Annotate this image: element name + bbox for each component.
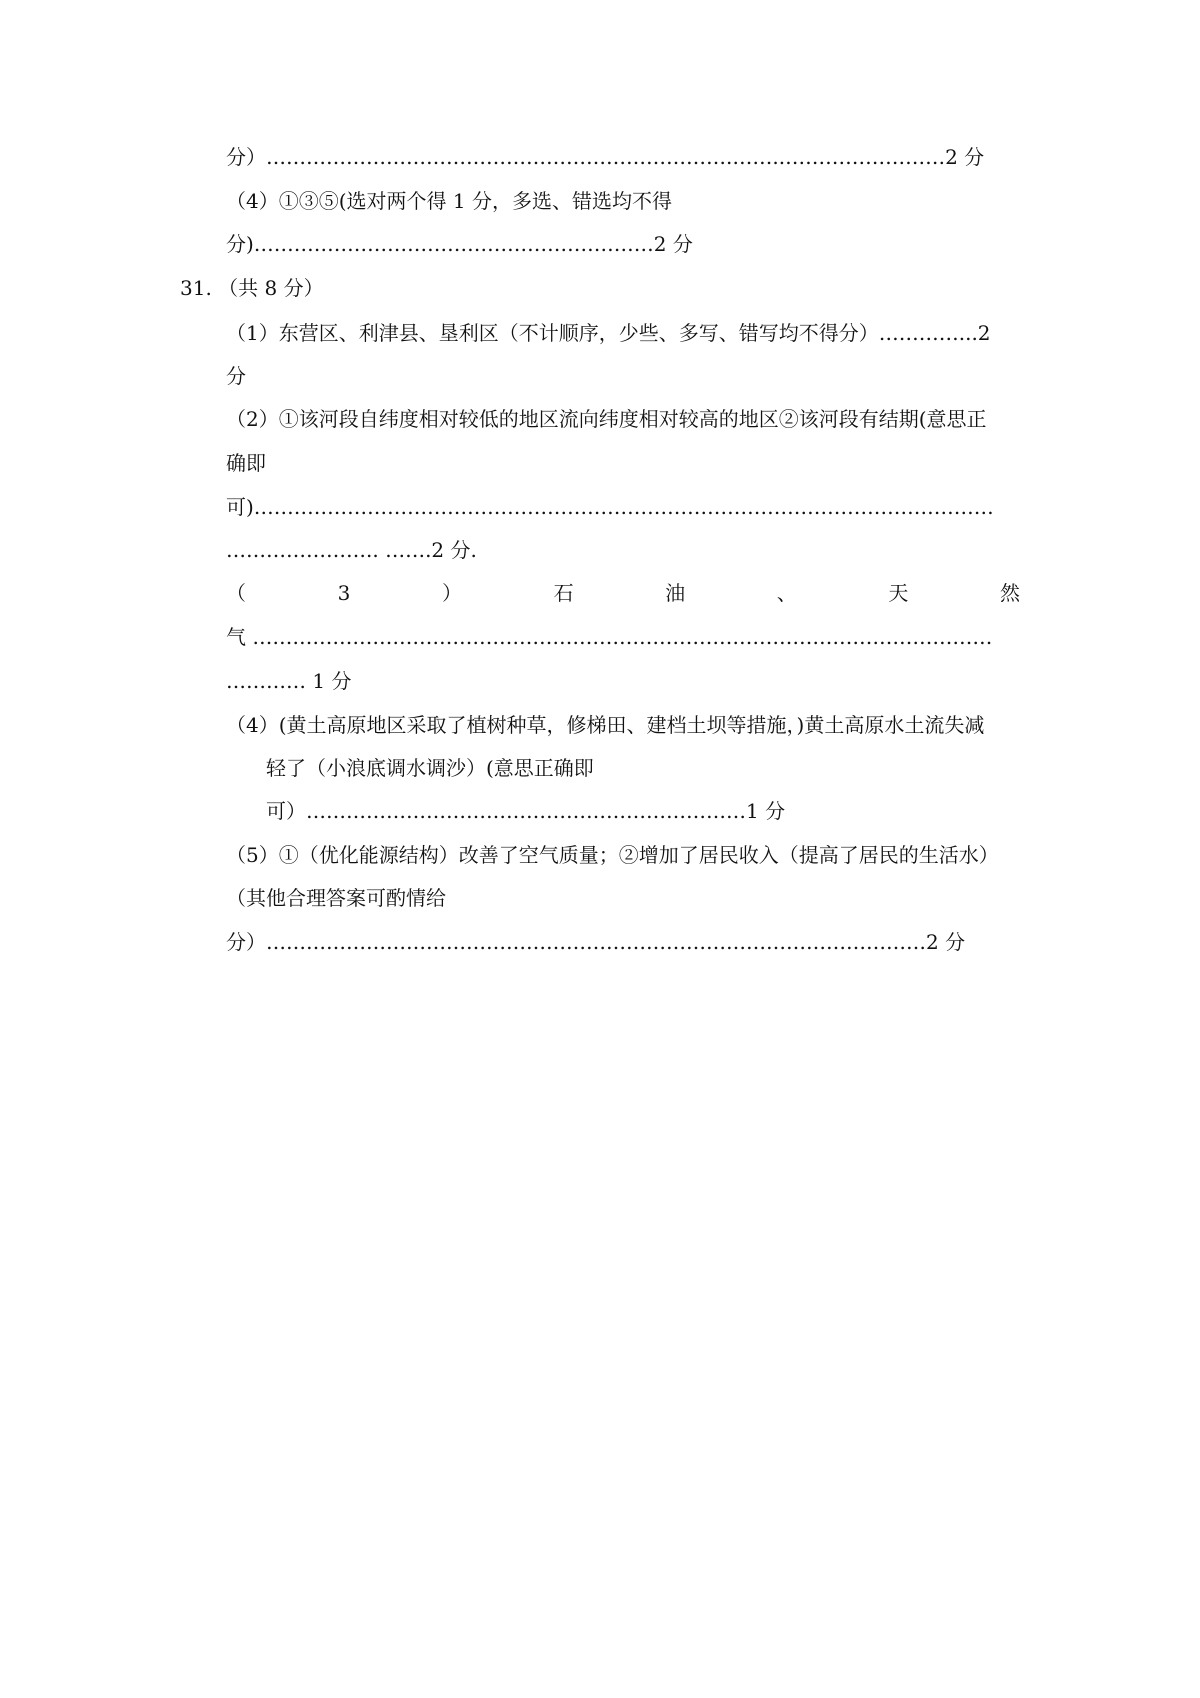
q31-4-answer-cont: 轻了（小浪底调水调沙）(意思正确即 [266, 756, 594, 780]
q30-4-score-line: 分)……………………………………………………2 分 [226, 232, 693, 256]
q30-3-score-line: 分）…………………………………………………………….……..……………………2 分 [226, 145, 985, 169]
q31-3-token: 天 [888, 581, 909, 605]
q31-5-score-line: 分）………………………………………………………………………………………2 分 [226, 930, 966, 954]
q31-3-token: （ [226, 581, 246, 605]
q31-5-answer-cont: （其他合理答案可酌情给 [226, 886, 446, 910]
q31-3-token: 然 [1000, 581, 1020, 605]
q31-3-token: 3 [337, 581, 351, 605]
q31-3-answer-cont: 气 ………………………………………………………………………………………………… [226, 625, 993, 649]
q31-3-token: ） [441, 581, 462, 605]
q31-4-answer: （4）(黄土高原地区采取了植树种草，修梯田、建档土坝等措施，)黄土高原水土流失减 [226, 713, 985, 737]
q31-2-score-line: ………………….. …….2 分. [226, 538, 477, 562]
q31-3-score-line: ………… 1 分 [226, 669, 352, 693]
q31-3-token: 、 [776, 581, 797, 605]
q31-3-token: 石 [553, 581, 574, 605]
q31-5-answer: （5）①（优化能源结构）改善了空气质量；②增加了居民收入（提高了居民的生活水） [226, 843, 999, 867]
q31-heading: 31. （共 8 分） [180, 276, 324, 300]
q30-4-answer: （4）①③⑤(选对两个得 1 分，多选、错选均不得 [226, 189, 672, 213]
q31-2-answer-dots: 可)………………………………………………………………………………………………… [226, 495, 994, 519]
q31-3-token: 油 [665, 581, 686, 605]
q31-2-answer-cont: 确即 [226, 451, 266, 475]
q31-1-answer: （1）东营区、利津县、垦利区（不计顺序，少些、多写、错写均不得分）…………...2 [226, 321, 991, 345]
q31-4-score-line: 可）…………………………………………………………1 分 [266, 799, 786, 823]
q31-3-answer [226, 579, 1020, 607]
q31-2-answer: （2）①该河段自纬度相对较低的地区流向纬度相对较高的地区②该河段有结期(意思正 [226, 407, 987, 431]
q31-1-answer-cont: 分 [226, 364, 246, 388]
